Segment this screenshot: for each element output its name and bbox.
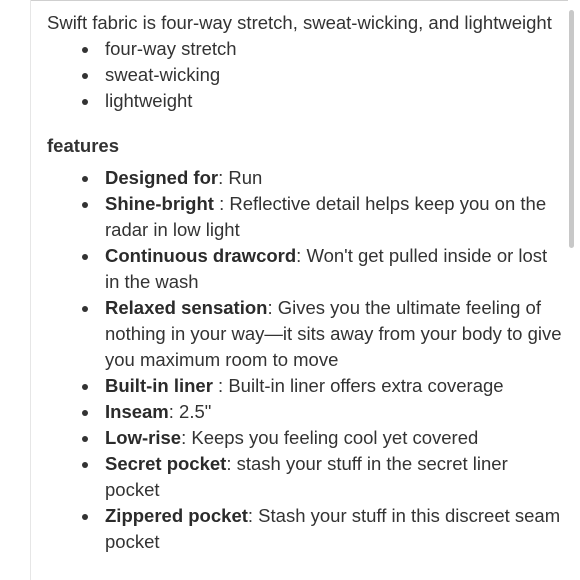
feature-description: : Run: [218, 167, 263, 188]
feature-name: Built-in liner: [105, 375, 213, 396]
bullet-icon: [82, 462, 88, 468]
list-item: [47, 88, 562, 114]
feature-item: [47, 451, 562, 503]
feature-name: Zippered pocket: [105, 505, 248, 526]
feature-item: [47, 243, 562, 295]
feature-item: [47, 165, 562, 191]
panel-top-border: [30, 0, 570, 1]
feature-description: : 2.5": [168, 401, 212, 422]
feature-item: [47, 425, 562, 451]
intro-text: Swift fabric is four-way stretch, sweat-wicking, and lightweight: [47, 12, 552, 33]
feature-description: : Reflective detail helps keep you on the radar in low light: [105, 193, 547, 240]
feature-description: : Built-in liner offers extra coverage: [212, 375, 504, 396]
feature-description: : Gives you the ultimate feeling of nothing in your way—it sits away from your body to give you maximum room to move: [105, 297, 562, 370]
bullet-icon: [82, 410, 88, 416]
features-list: [47, 165, 562, 555]
feature-item: [47, 295, 562, 373]
list-item-text: lightweight: [105, 90, 193, 111]
bullet-icon: [82, 73, 88, 79]
feature-item: [47, 373, 562, 399]
feature-item: [47, 503, 562, 555]
list-item-text: four-way stretch: [105, 38, 237, 59]
list-item-text: sweat-wicking: [105, 64, 221, 85]
bullet-icon: [82, 514, 88, 520]
product-description: [47, 10, 562, 555]
feature-description: : Keeps you feeling cool yet covered: [181, 427, 479, 448]
panel-left-border: [30, 0, 31, 580]
feature-description: : Won't get pulled inside or lost in the wash: [105, 245, 548, 292]
feature-name: Low-rise: [105, 427, 182, 448]
fabric-attributes-list: [47, 36, 562, 114]
scrollbar[interactable]: [568, 0, 578, 580]
bullet-icon: [82, 306, 88, 312]
bullet-icon: [82, 47, 88, 53]
list-item: [47, 36, 562, 62]
list-item: [47, 62, 562, 88]
feature-name: Relaxed sensation: [105, 297, 268, 318]
feature-name: Secret pocket: [105, 453, 227, 474]
feature-description: : stash your stuff in the secret liner pocket: [105, 453, 508, 500]
feature-item: [47, 399, 562, 425]
bullet-icon: [82, 99, 88, 105]
bullet-icon: [82, 176, 88, 182]
features-heading: features: [47, 135, 119, 156]
feature-item: [47, 191, 562, 243]
feature-name: Continuous drawcord: [105, 245, 297, 266]
feature-name: Designed for: [105, 167, 219, 188]
bullet-icon: [82, 384, 88, 390]
feature-name: Shine-bright: [105, 193, 214, 214]
feature-name: Inseam: [105, 401, 169, 422]
bullet-icon: [82, 254, 88, 260]
bullet-icon: [82, 436, 88, 442]
scrollbar-thumb[interactable]: [569, 10, 574, 248]
feature-description: : Stash your stuff in this discreet seam pocket: [105, 505, 561, 552]
bullet-icon: [82, 202, 88, 208]
